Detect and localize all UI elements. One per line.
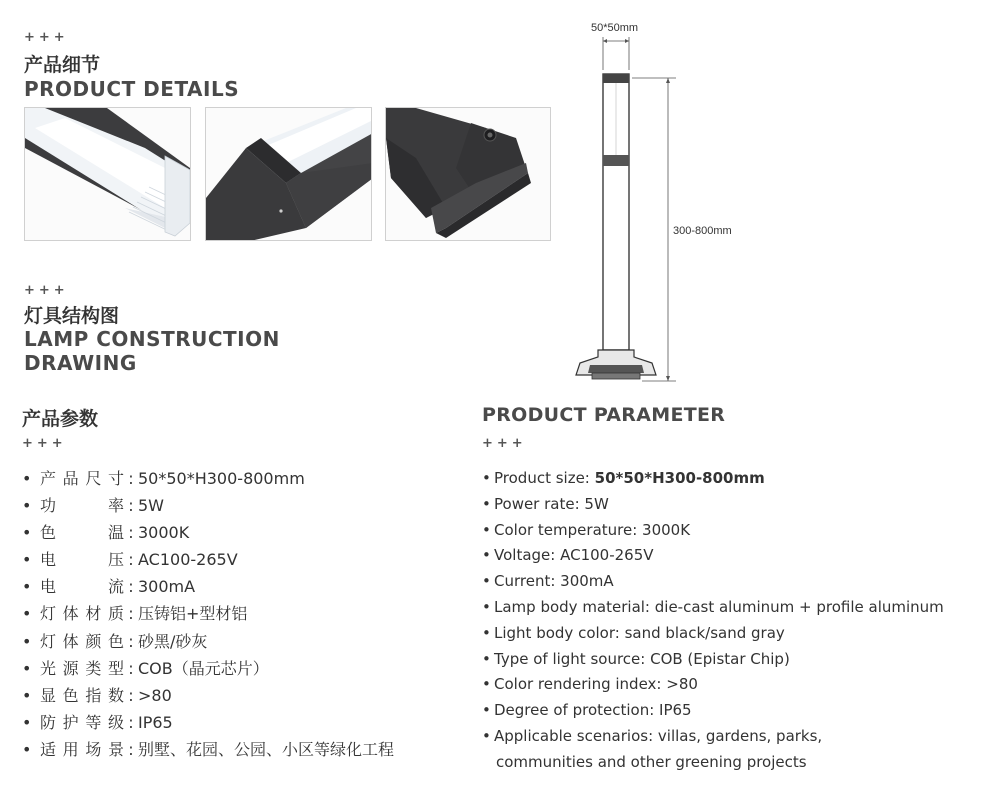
list-item <box>22 682 394 709</box>
bullet: • <box>482 675 491 694</box>
bullet: • <box>22 496 32 516</box>
param-label: 灯体材质 <box>40 604 124 624</box>
list-item <box>482 620 944 646</box>
colon: : <box>128 685 134 705</box>
joint-image <box>206 108 372 241</box>
param-value: communities and other greening projects <box>496 752 807 771</box>
param-label: Product size: <box>494 469 595 487</box>
bullet: • <box>482 546 491 565</box>
colon: : <box>128 469 134 488</box>
list-item <box>482 697 944 723</box>
param-label: 灯体颜色 <box>40 631 124 651</box>
params-cn-list <box>22 465 394 763</box>
param-value: 50*50*H300-800mm <box>594 469 765 487</box>
list-item <box>22 465 394 492</box>
list-item <box>482 491 944 517</box>
param-value: sand black/sand gray <box>624 623 785 642</box>
param-value: AC100-265V <box>138 550 238 570</box>
list-item <box>482 568 944 594</box>
param-label: Type of light source: <box>494 649 651 668</box>
details-title-en: PRODUCT DETAILS <box>24 77 240 101</box>
param-label: 光源类型 <box>40 658 124 678</box>
param-label: Color rendering index: <box>494 675 667 694</box>
param-label: 色温 <box>40 523 124 543</box>
bullet: • <box>482 623 491 642</box>
construction-title-en: LAMP CONSTRUCTION DRAWING <box>24 327 280 375</box>
bullet: • <box>22 631 32 651</box>
params-en-header <box>482 404 997 451</box>
param-label: 产品尺寸 <box>40 469 124 488</box>
product-details-section <box>0 0 390 375</box>
list-item <box>22 573 394 600</box>
bullet: • <box>22 523 32 543</box>
colon: : <box>128 550 134 570</box>
details-plus-marker: +++ <box>24 30 69 45</box>
bullet: • <box>22 550 32 570</box>
construction-plus-marker: +++ <box>24 283 69 298</box>
list-item <box>22 519 394 546</box>
bullet: • <box>482 520 491 539</box>
param-value: 5W <box>138 496 164 516</box>
base-image <box>386 108 551 241</box>
list-item-continuation <box>482 749 944 775</box>
list-item <box>22 736 394 763</box>
params-cn-plus-marker: +++ <box>22 436 67 451</box>
bullet: • <box>482 572 491 591</box>
list-item <box>482 723 944 749</box>
colon: : <box>128 523 134 543</box>
bullet: • <box>22 739 32 759</box>
param-value: IP65 <box>138 712 173 732</box>
list-item <box>22 655 394 682</box>
construction-title-cn: 灯具结构图 <box>24 305 120 327</box>
detail-photo-base <box>385 107 551 241</box>
lamp-drawing-svg <box>570 15 710 395</box>
param-value: 300mA <box>560 572 614 591</box>
param-value: 砂黑/砂灰 <box>138 631 208 651</box>
params-en-plus-marker: +++ <box>482 436 527 451</box>
bullet: • <box>482 469 491 487</box>
param-label: Voltage: <box>494 546 561 565</box>
params-en-list <box>482 465 944 775</box>
params-en-title: PRODUCT PARAMETER <box>482 404 726 426</box>
list-item <box>22 600 394 627</box>
param-value: COB（晶元芯片） <box>138 658 269 678</box>
colon: : <box>128 658 134 678</box>
param-value: 3000K <box>642 520 691 539</box>
colon: : <box>128 604 134 624</box>
detail-photo-diffuser-end <box>24 107 191 241</box>
param-value: 压铸铝+型材铝 <box>138 604 248 624</box>
param-label: Power rate: <box>494 494 585 513</box>
colon: : <box>128 577 134 597</box>
param-value: >80 <box>666 675 698 694</box>
param-label: Applicable scenarios: <box>494 726 658 745</box>
param-value: >80 <box>138 685 172 705</box>
list-item <box>482 646 944 672</box>
param-label: Lamp body material: <box>494 597 655 616</box>
params-cn-header <box>22 404 462 451</box>
param-label: 显色指数 <box>40 685 124 705</box>
param-value: IP65 <box>659 701 692 720</box>
param-label: 适用场景 <box>40 739 124 759</box>
detail-photo-joint <box>205 107 372 241</box>
bullet: • <box>482 494 491 513</box>
list-item <box>22 546 394 573</box>
list-item <box>482 517 944 543</box>
param-value: 3000K <box>138 523 190 543</box>
bullet: • <box>22 685 32 705</box>
details-title-cn: 产品细节 <box>24 54 101 76</box>
colon: : <box>128 631 134 651</box>
list-item <box>482 542 944 568</box>
bullet: • <box>22 577 32 597</box>
param-label: Color temperature: <box>494 520 643 539</box>
param-value: 别墅、花园、公园、小区等绿化工程 <box>138 739 395 759</box>
param-label: 电压 <box>40 550 124 570</box>
bullet: • <box>482 649 491 668</box>
param-value: die-cast aluminum + profile aluminum <box>654 597 944 616</box>
bullet: • <box>22 469 32 488</box>
bullet: • <box>22 658 32 678</box>
list-item <box>22 628 394 655</box>
param-value: AC100-265V <box>560 546 654 565</box>
param-label: Degree of protection: <box>494 701 660 720</box>
bullet: • <box>22 604 32 624</box>
width-dimension-label: 50*50mm <box>591 22 639 34</box>
param-value: 300mA <box>138 577 196 597</box>
list-item <box>482 594 944 620</box>
param-value: villas, gardens, parks, <box>657 726 823 745</box>
param-label: 电流 <box>40 577 124 597</box>
lamp-construction-drawing <box>570 15 732 395</box>
param-label: Light body color: <box>494 623 625 642</box>
param-label: 功率 <box>40 496 124 516</box>
params-cn-title: 产品参数 <box>22 408 99 430</box>
colon: : <box>128 496 134 516</box>
height-dimension-label: 300-800mm <box>673 225 732 237</box>
param-value: 50*50*H300-800mm <box>138 469 305 488</box>
bullet: • <box>22 712 32 732</box>
bullet: • <box>482 701 491 720</box>
param-value: 5W <box>584 494 609 513</box>
colon: : <box>128 712 134 732</box>
bullet: • <box>482 726 491 745</box>
list-item <box>22 492 394 519</box>
list-item <box>482 465 944 491</box>
bullet: • <box>482 597 491 616</box>
list-item <box>482 671 944 697</box>
param-label: Current: <box>494 572 561 591</box>
param-label: 防护等级 <box>40 712 124 732</box>
list-item <box>22 709 394 736</box>
param-value: COB (Epistar Chip) <box>650 649 790 668</box>
diffuser-end-image <box>25 108 191 241</box>
colon: : <box>128 739 134 759</box>
